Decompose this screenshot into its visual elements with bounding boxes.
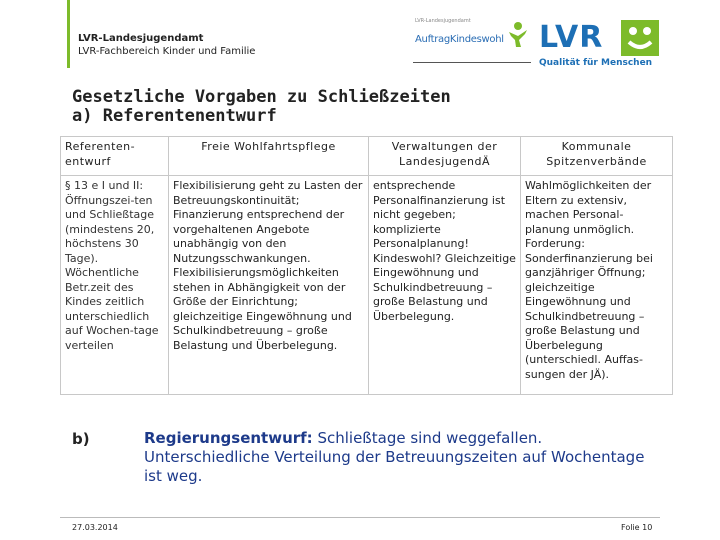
slide-title-line2: a) Referentenentwurf — [72, 106, 277, 126]
positions-table — [60, 136, 673, 395]
footer-slide-number: Folie 10 — [621, 523, 653, 532]
section-b-text — [144, 429, 664, 486]
section-b-body: Schließtage sind weggefallen. Unterschiedliche Verteilung der Betreuungszeiten auf Wochentage ist weg. — [144, 429, 645, 485]
column-header — [369, 137, 521, 176]
column-header-label: Kommunale Spitzenverbände — [546, 140, 647, 168]
figure-icon — [505, 20, 531, 48]
auftrag-logo-caption: LVR-Landesjugendamt — [415, 18, 471, 24]
auftrag-underline — [413, 62, 531, 63]
header-accent-bar — [67, 0, 70, 68]
slide-title-line1: Gesetzliche Vorgaben zu Schließzeiten — [72, 87, 451, 107]
auftrag-kindeswohl-logo — [413, 16, 531, 62]
column-header — [521, 137, 673, 176]
org-department: LVR-Fachbereich Kinder und Familie — [78, 46, 256, 57]
lvr-logo — [539, 20, 659, 72]
column-header — [61, 137, 169, 176]
table-cell: entsprechende Personalfinanzierung ist nicht gegeben; komplizierte Personalplanung! Kindeswohl? Gleichzeitige Eingewöhnung und Schulkindbetreuung – große Belastung und Überbelegung. — [369, 176, 521, 395]
column-header — [169, 137, 369, 176]
column-header-label: Freie Wohlfahrtspflege — [201, 140, 336, 153]
footer-divider — [60, 517, 660, 518]
column-header-label: Verwaltungen der LandesjugendÄ — [391, 140, 498, 168]
org-name: LVR-Landesjugendamt — [78, 33, 204, 44]
lvr-emblem-icon — [621, 20, 659, 56]
lvr-tagline: Qualität für Menschen — [539, 58, 653, 68]
section-b-label: b) — [72, 430, 90, 448]
table-cell: Flexibilisierung geht zu Lasten der Betreuungskontinuität; Finanzierung entsprechend der vorgehaltenen Angebote unabhängig von den Nutzungsschwankungen. Flexibilisierungsmöglichkeiten stehen in Abhängigkeit von der Größe der Einrichtung; gleichzeitige Eingewöhnung und Schulkindbetreuung – große Belastung und Überbelegung. — [169, 176, 369, 395]
section-b-lead: Regierungsentwurf: — [144, 429, 313, 447]
table-cell: § 13 e I und II: Öffnungszei-ten und Schließtage (mindestens 20, höchstens 30 Tage). Wöchentliche Betr.zeit des Kindes zeitlich unterschiedlich auf Wochen-tage verteilen — [61, 176, 169, 395]
table-cell: Wahlmöglichkeiten der Eltern zu extensiv, machen Personal-planung unmöglich. Forderung: Sonderfinanzierung bei ganzjähriger Öffnung; gleichzeitige Eingewöhnung und Schulkindbetreuung – große Belastung und Überbelegung (unterschiedl. Auffas-sungen der JÄ). — [521, 176, 673, 395]
lvr-wordmark: LVR — [539, 20, 604, 55]
table-header-row — [61, 137, 673, 176]
table-row — [61, 176, 673, 395]
column-header-label: Referenten- entwurf — [65, 140, 136, 168]
auftrag-logo-wordmark: AuftragKindeswohl — [415, 34, 504, 45]
slide-title — [72, 88, 451, 126]
footer-date: 27.03.2014 — [72, 523, 118, 532]
